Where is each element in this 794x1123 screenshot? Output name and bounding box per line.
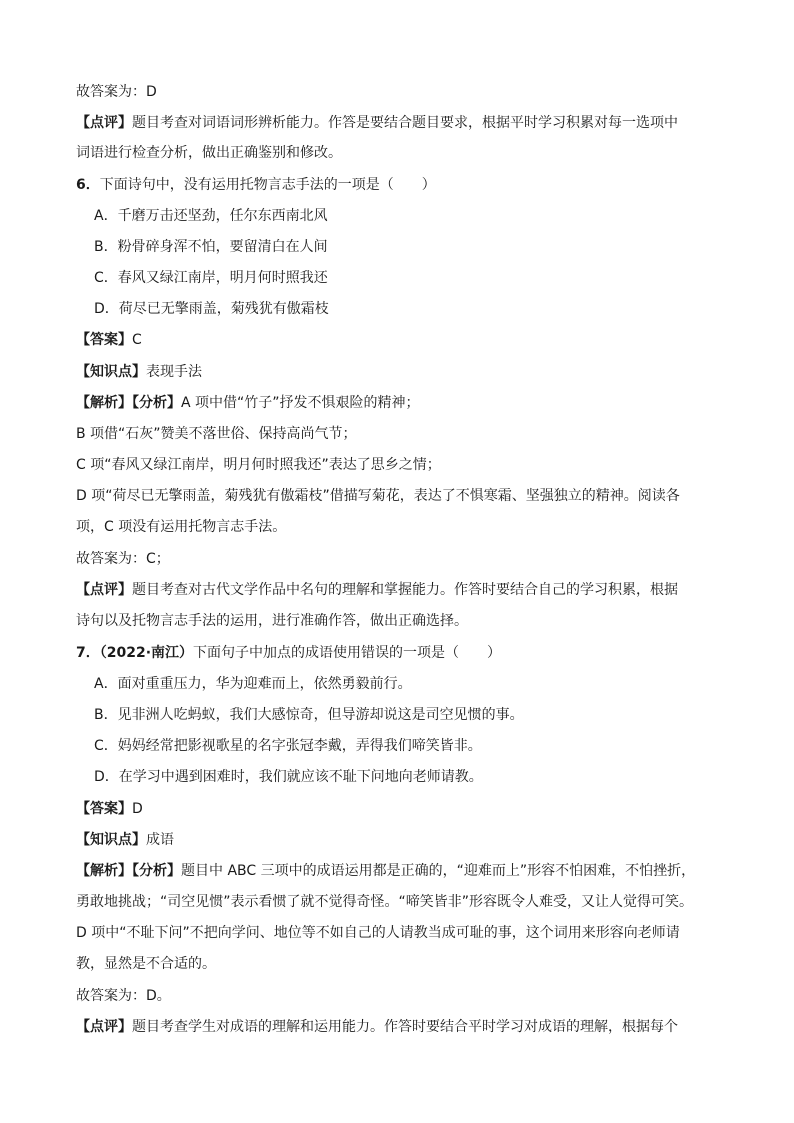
answer [76,330,142,350]
question-number: 7． [76,645,100,661]
analysis-line: 项，C 项没有运用托物言志手法。 [76,519,287,535]
comment-tag: 【点评】 [76,582,132,598]
analysis-line: D 项“荷尽已无擎雨盖，菊残犹有傲霜枝”借描写菊花，表达了不惧寒霜、坚强独立的精神。阅读各 [76,488,680,504]
option-a: A．面对重重压力，华为迎难而上，依然勇毅前行。 [94,676,412,692]
question-number: 6． [76,177,100,193]
analysis-line: D 项中“不耻下问”不把向学问、地位等不如自己的人请教当成可耻的事，这个词用来形容向老师请 [76,925,680,941]
answer-value: C [132,332,142,348]
prev-comment-cont: 词语进行检查分析，做出正确鉴别和修改。 [76,145,342,161]
question-7-stem [76,643,501,663]
analysis-tag: 【解析】【分析】 [76,395,181,411]
analysis-text: 题目中 ABC 三项中的成语运用都是正确的，“迎难而上”形容不怕困难，不怕挫折， [181,863,696,879]
answer-tag: 【答案】 [76,801,132,817]
option-d: D．在学习中遇到困难时，我们就应该不耻下问地向老师请教。 [94,769,483,785]
question-text: 下面句子中加点的成语使用错误的一项是（ ） [193,645,502,661]
comment-text: 题目考查对古代文学作品中名句的理解和掌握能力。作答时要结合自己的学习积累，根据 [132,582,678,598]
comment [76,1017,678,1037]
comment-cont: 诗句以及托物言志手法的运用，进行准确作答，做出正确选择。 [76,613,468,629]
answer [76,799,143,819]
comment [76,580,678,600]
option-d: D．荷尽已无擎雨盖，菊残犹有傲霜枝 [94,301,329,317]
knowledge-point [76,830,174,850]
analysis-line [76,861,695,881]
option-a: A．千磨万击还坚劲，任尔东西南北风 [94,208,328,224]
final-answer: 故答案为：C； [76,551,170,567]
analysis-tag: 【解析】【分析】 [76,863,181,879]
option-b: B．见非洲人吃蚂蚁，我们大感惊奇，但导游却说这是司空见惯的事。 [94,707,524,723]
analysis-line: B 项借“石灰”赞美不落世俗、保持高尚气节； [76,426,357,442]
comment-tag: 【点评】 [76,1019,132,1035]
knowledge-value: 成语 [146,832,174,848]
knowledge-tag: 【知识点】 [76,832,146,848]
comment-tag: 【点评】 [76,115,132,131]
option-c: C．春风又绿江南岸，明月何时照我还 [94,270,328,286]
question-source: （2022·南江） [99,645,194,661]
comment-text: 题目考查学生对成语的理解和运用能力。作答时要结合平时学习对成语的理解，根据每个 [132,1019,678,1035]
prev-comment [76,113,678,133]
final-answer: 故答案为：D。 [76,988,171,1004]
analysis-line: C 项“春风又绿江南岸，明月何时照我还”表达了思乡之情； [76,457,441,473]
answer-tag: 【答案】 [76,332,132,348]
analysis-line: 教，显然是不合适的。 [76,956,216,972]
analysis-line: 勇敢地挑战；“司空见惯”表示看惯了就不觉得奇怪。“啼笑皆非”形容既令人难受，又让人觉得可笑。 [76,894,694,910]
answer-value: D [132,801,143,817]
knowledge-point [76,362,202,382]
option-c: C．妈妈经常把影视歌星的名字张冠李戴，弄得我们啼笑皆非。 [94,738,482,754]
question-6-stem [76,175,436,195]
question-text: 下面诗句中，没有运用托物言志手法的一项是（ ） [99,177,436,193]
analysis-line [76,393,420,413]
knowledge-tag: 【知识点】 [76,364,146,380]
comment-text: 题目考查对词语词形辨析能力。作答是要结合题目要求，根据平时学习积累对每一选项中 [132,115,678,131]
option-b: B．粉骨碎身浑不怕，要留清白在人间 [94,239,328,255]
knowledge-value: 表现手法 [146,364,202,380]
prev-final-answer: 故答案为：D [76,84,157,100]
analysis-text: A 项中借“竹子”抒发不惧艰险的精神； [181,395,420,411]
